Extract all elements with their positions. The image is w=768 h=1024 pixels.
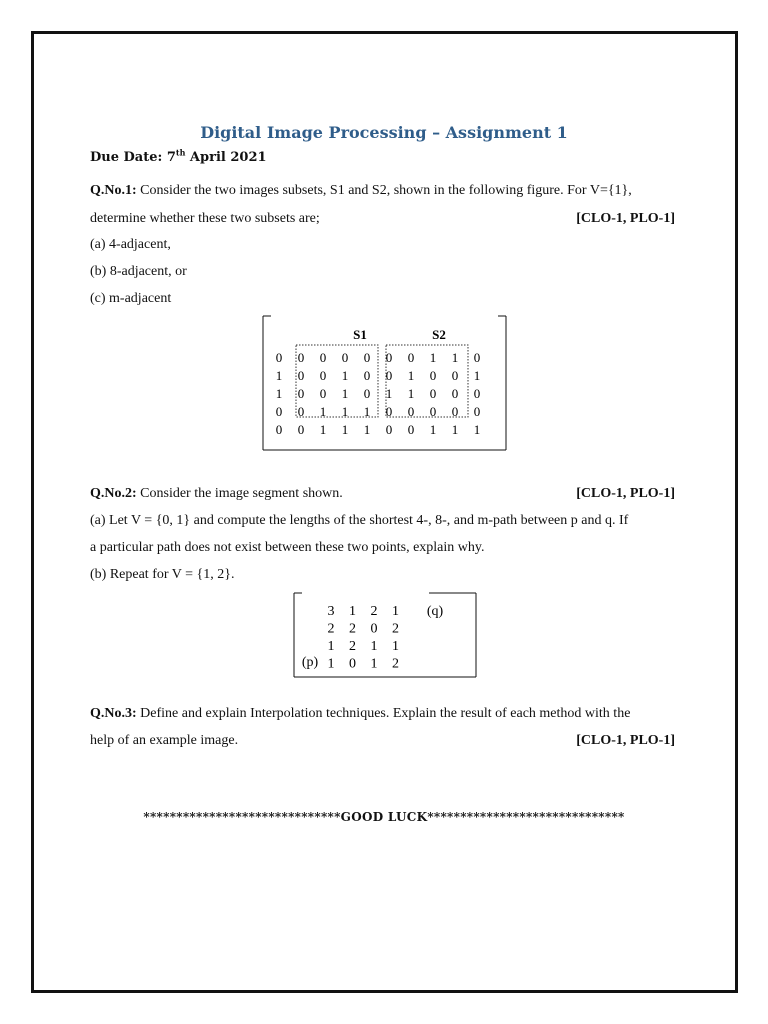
matrix-cell: 0 — [297, 350, 305, 365]
matrix-cell: 1 — [451, 422, 459, 437]
q3-line-2 — [90, 732, 675, 750]
q3-clo-tag: [CLO-1, PLO-1] — [576, 733, 675, 748]
matrix-cell: 0 — [319, 386, 327, 401]
matrix-cell: 0 — [275, 350, 283, 365]
matrix-cell: 0 — [297, 404, 305, 419]
q1-line-2 — [90, 210, 675, 228]
q2-part-b: (b) Repeat for V = {1, 2}. — [90, 567, 235, 582]
q3-text-2: help of an example image. — [90, 733, 239, 748]
matrix-cell: 2 — [327, 621, 335, 637]
matrix-cell: 1 — [370, 639, 378, 654]
matrix-cell: 0 — [385, 350, 393, 365]
matrix-cell: 0 — [429, 368, 437, 383]
matrix-cell: 2 — [349, 639, 356, 654]
q2-text-1: Consider the image segment shown. — [140, 486, 343, 501]
matrix-cell: 1 — [385, 386, 393, 401]
q3-text-1: Define and explain Interpolation techniques. Explain the result of each method with the — [140, 706, 631, 721]
q1-clo-tag: [CLO-1, PLO-1] — [576, 211, 675, 226]
q1-option-a: (a) 4-adjacent, — [90, 237, 171, 252]
matrix-cell: 1 — [370, 656, 378, 672]
matrix-cell: 1 — [451, 350, 459, 365]
matrix-cell: 0 — [319, 350, 327, 365]
fig2-grid — [328, 604, 400, 672]
p-point-label: (p) — [301, 655, 319, 670]
matrix-cell: 2 — [392, 656, 399, 672]
matrix-cell: 1 — [327, 656, 335, 672]
matrix-cell: 1 — [429, 350, 437, 365]
matrix-cell: 2 — [370, 604, 378, 619]
q2-part-a-line-2: a particular path does not exist between these two points, explain why. — [90, 540, 485, 555]
s2-label: S2 — [432, 327, 446, 342]
matrix-cell: 1 — [341, 404, 349, 419]
matrix-cell: 0 — [297, 368, 305, 383]
q1-line-1 — [90, 182, 675, 200]
matrix-cell: 1 — [341, 368, 349, 383]
matrix-cell: 1 — [392, 639, 399, 654]
matrix-cell: 0 — [385, 422, 393, 437]
matrix-cell: 1 — [407, 386, 415, 401]
matrix-cell: 0 — [349, 656, 356, 672]
q1-label: Q.No.1: — [90, 183, 137, 198]
matrix-cell: 1 — [319, 422, 327, 437]
q3-line-1 — [90, 705, 675, 723]
matrix-cell: 1 — [341, 422, 349, 437]
matrix-cell: 1 — [341, 386, 349, 401]
matrix-cell: 0 — [297, 386, 305, 401]
q1-option-c: (c) m-adjacent — [90, 291, 172, 306]
matrix-cell: 0 — [429, 404, 437, 419]
matrix-cell: 0 — [297, 422, 305, 437]
matrix-cell: 0 — [363, 350, 371, 365]
q2-segment-figure — [293, 592, 477, 678]
matrix-cell: 0 — [275, 404, 283, 419]
matrix-cell: 0 — [473, 350, 481, 365]
q1-text-1: Consider the two images subsets, S1 and S2, shown in the following figure. For V={1}, — [140, 183, 632, 198]
q1-option-b: (b) 8-adjacent, or — [90, 264, 187, 279]
matrix-cell: 1 — [363, 404, 371, 419]
due-date-day: 7 — [166, 150, 176, 165]
due-date — [90, 149, 675, 167]
q2-label: Q.No.2: — [90, 486, 137, 501]
matrix-cell: 1 — [392, 604, 399, 619]
matrix-cell: 0 — [429, 386, 437, 401]
matrix-cell: 0 — [407, 350, 415, 365]
matrix-cell: 0 — [363, 386, 371, 401]
matrix-cell: 1 — [363, 422, 371, 437]
q2-part-a-line-1: (a) Let V = {0, 1} and compute the lengths of the shortest 4-, 8-, and m-path between p and q. If — [90, 513, 629, 528]
matrix-cell: 0 — [370, 621, 378, 637]
matrix-cell: 1 — [327, 639, 335, 654]
q2-clo-tag: [CLO-1, PLO-1] — [576, 486, 675, 501]
due-date-sup: th — [175, 147, 186, 158]
matrix-cell: 0 — [363, 368, 371, 383]
matrix-cell: 0 — [407, 422, 415, 437]
matrix-cell: 0 — [451, 368, 459, 383]
matrix-cell: 1 — [473, 368, 481, 383]
matrix-cell: 1 — [349, 604, 356, 619]
matrix-cell: 1 — [275, 368, 283, 383]
matrix-cell: 0 — [451, 404, 459, 419]
matrix-cell: 0 — [341, 350, 349, 365]
q2-line-1 — [90, 485, 675, 503]
matrix-cell: 0 — [407, 404, 415, 419]
matrix-cell: 2 — [349, 621, 356, 637]
matrix-cell: 0 — [473, 386, 481, 401]
matrix-cell: 1 — [429, 422, 437, 437]
matrix-cell: 0 — [275, 422, 283, 437]
matrix-cell: 0 — [385, 368, 393, 383]
matrix-cell: 0 — [473, 404, 481, 419]
matrix-cell: 1 — [473, 422, 481, 437]
q-point-label: (q) — [426, 604, 444, 619]
matrix-cell: 1 — [319, 404, 327, 419]
matrix-cell: 1 — [275, 386, 283, 401]
due-date-rest: April 2021 — [189, 150, 267, 165]
s1-label: S1 — [353, 327, 367, 342]
matrix-cell: 2 — [392, 621, 399, 637]
good-luck-footer: ******************************GOOD LUCK****************************** — [143, 810, 625, 824]
matrix-cell: 0 — [451, 386, 459, 401]
due-date-label: Due Date: — [90, 150, 163, 165]
matrix-cell: 1 — [407, 368, 415, 383]
matrix-cell: 0 — [319, 368, 327, 383]
q1-subsets-figure — [262, 315, 507, 451]
matrix-cell: 3 — [327, 604, 335, 619]
q3-label: Q.No.3: — [90, 706, 137, 721]
document-title: Digital Image Processing – Assignment 1 — [200, 123, 568, 142]
q1-text-2: determine whether these two subsets are; — [90, 211, 320, 226]
matrix-cell: 0 — [385, 404, 393, 419]
